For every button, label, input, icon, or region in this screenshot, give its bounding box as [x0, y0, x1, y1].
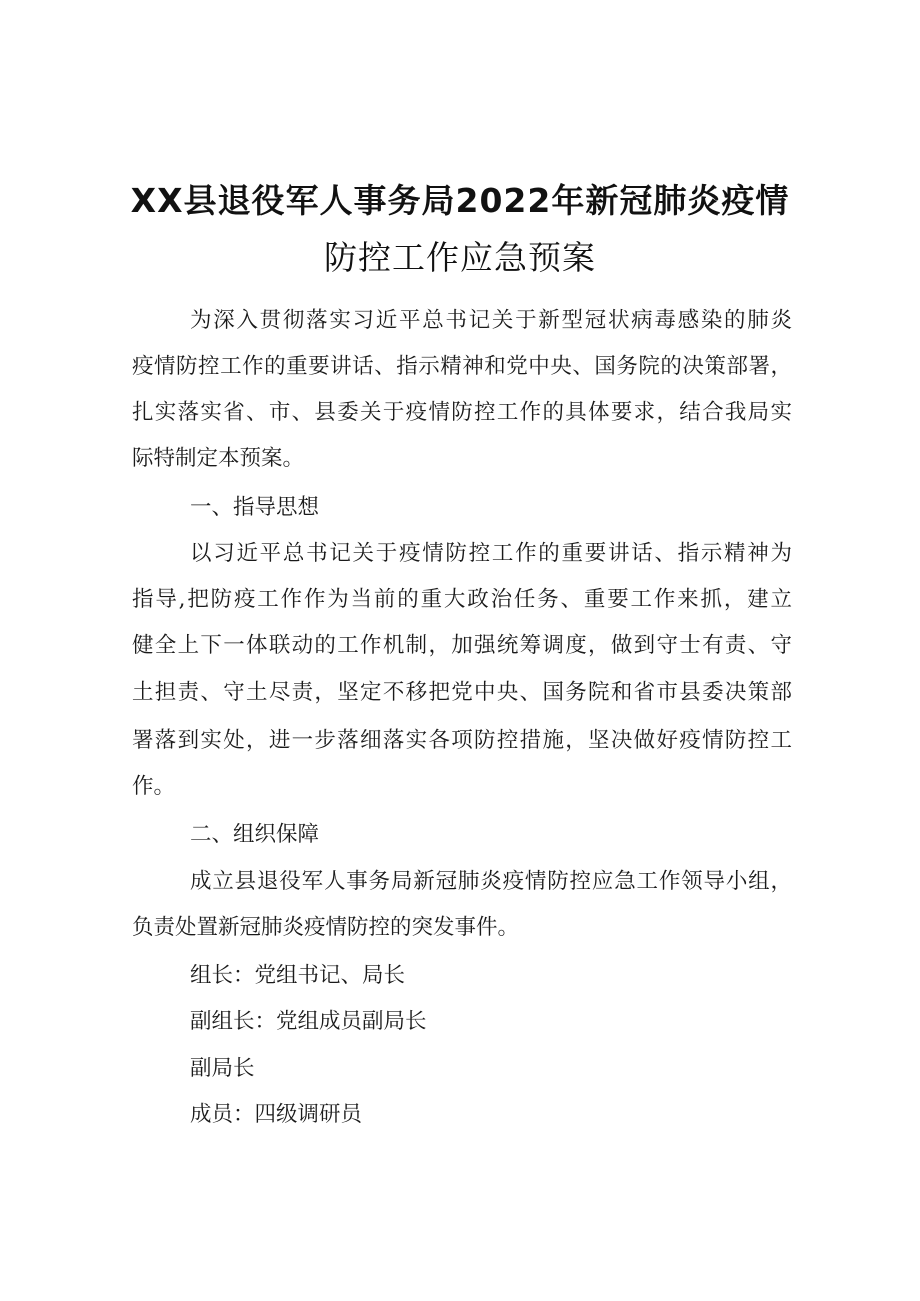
document-title-line-1: XX县退役军人事务局2022年新冠肺炎疫情 — [130, 181, 790, 220]
preamble-line: 际特制定本预案。 — [132, 446, 305, 471]
section-heading-organization: 二、组织保障 — [190, 822, 320, 847]
section1-line: 指导,把防疫工作作为当前的重大政治任务、重要工作来抓，建立 — [132, 587, 792, 612]
preamble-line: 扎实落实省、市、县委关于疫情防控工作的具体要求，结合我局实 — [132, 400, 792, 425]
section1-line: 作。 — [132, 774, 176, 799]
section1-line: 署落到实处，进一步落细落实各项防控措施，坚决做好疫情防控工 — [132, 728, 792, 753]
section-heading-guiding-ideology: 一、指导思想 — [190, 495, 320, 520]
section1-line: 健全上下一体联动的工作机制，加强统筹调度，做到守士有责、守 — [132, 633, 792, 658]
member-members: 成员：四级调研员 — [190, 1102, 363, 1127]
section1-line: 土担责、守土尽责，坚定不移把党中央、国务院和省市县委决策部 — [132, 680, 792, 705]
section2-line: 负责处置新冠肺炎疫情防控的突发事件。 — [132, 915, 520, 940]
document-title-line-2: 防控工作应急预案 — [324, 238, 596, 277]
member-leader: 组长：党组书记、局长 — [190, 963, 406, 988]
preamble-line: 为深入贯彻落实习近平总书记关于新型冠状病毒感染的肺炎 — [190, 308, 792, 333]
member-deputy-leader: 副组长：党组成员副局长 — [190, 1009, 427, 1034]
section1-line: 以习近平总书记关于疫情防控工作的重要讲话、指示精神为 — [190, 541, 792, 566]
section2-line: 成立县退役军人事务局新冠肺炎疫情防控应急工作领导小组， — [190, 869, 792, 894]
member-deputy-director: 副局长 — [190, 1056, 255, 1081]
preamble-line: 疫情防控工作的重要讲话、指示精神和党中央、国务院的决策部署， — [132, 354, 792, 379]
